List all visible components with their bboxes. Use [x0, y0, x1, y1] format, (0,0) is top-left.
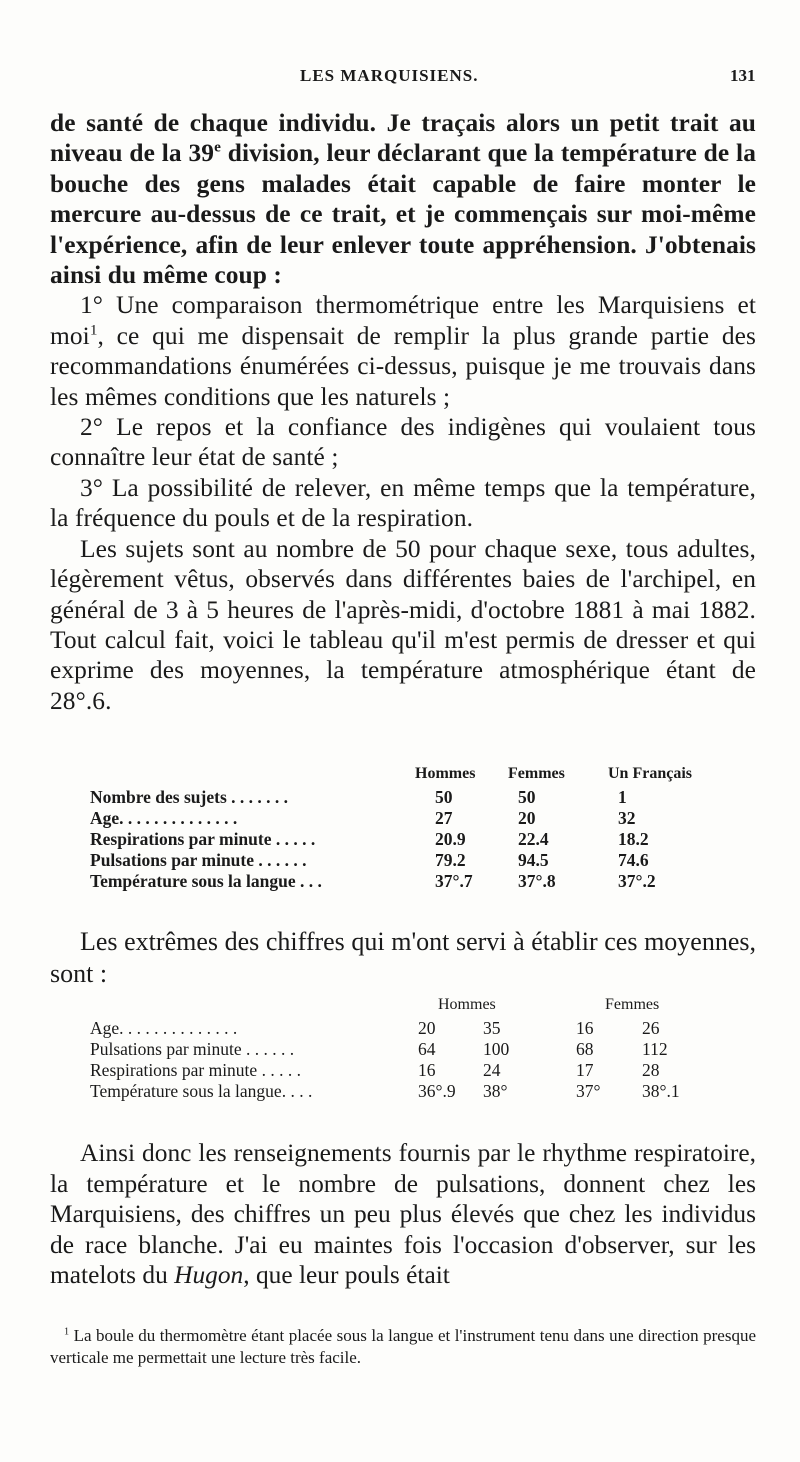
table-cell: 50 — [435, 787, 453, 807]
table-row — [90, 829, 730, 850]
table-cell: 26 — [642, 1018, 660, 1038]
table-row — [90, 871, 730, 892]
paragraph-text: de santé de chaque individu. Je traçais alors un petit trait au niveau de la 39 — [50, 109, 756, 168]
table-cell: 37°.8 — [518, 871, 556, 891]
table-row — [90, 808, 730, 829]
table-row — [90, 787, 730, 808]
paragraph-conclusion — [50, 1138, 756, 1291]
table-cell: 32 — [618, 808, 636, 828]
paragraph-subjects: Les sujets sont au nombre de 50 pour chaque sexe, tous adultes, légèrement vêtus, observés dans différentes baies de l'archipel, en général de 3 à 5 heures de l'après-midi, d'octobre 1881 à mai 1882. Tout calcul fait, voici le tableau qu'il m'est permis de dresser et qui exprime des moyennes, la température atmosphérique étant de 28°.6. — [50, 534, 756, 715]
table-cell: 20 — [518, 808, 536, 828]
averages-table — [90, 765, 730, 892]
table-cell: 1 — [618, 787, 627, 807]
footnote-mark: 1 — [64, 1326, 70, 1338]
table-row — [90, 1039, 730, 1060]
table-cell: 17 — [576, 1060, 594, 1080]
table-cell: 16 — [576, 1018, 594, 1038]
table-cell: 74.6 — [618, 850, 649, 870]
table-cell: 112 — [642, 1039, 668, 1059]
table-cell: 28 — [642, 1060, 660, 1080]
paragraph-extremes: Les extrêmes des chiffres qui m'ont servi à établir ces moyennes, sont : — [50, 927, 756, 988]
list-item-text: , ce qui me dispensait de remplir la plus grande partie des recommandations énumérées ci-dessus, puisque je me trouvais dans les mêmes conditions que les naturels ; — [50, 321, 756, 411]
table-cell: 79.2 — [435, 850, 466, 870]
table-cell: 18.2 — [618, 829, 649, 849]
table-header-row — [90, 996, 730, 1018]
footnote — [50, 1325, 756, 1369]
ship-name: Hugon — [174, 1261, 244, 1289]
row-label: Température sous la langue. . . . — [90, 1081, 313, 1101]
row-label: Age. . . . . . . . . . . . . . — [90, 1018, 238, 1038]
table-cell: 35 — [483, 1018, 501, 1038]
footnote-text: La boule du thermomètre étant placée sous la langue et l'instrument tenu dans une direction presque verticale me permettait une lecture très facile. — [50, 1326, 756, 1367]
list-item-3: 3° La possibilité de relever, en même temps que la température, la fréquence du pouls et de la respiration. — [50, 473, 756, 533]
table-cell: 38°.1 — [642, 1081, 680, 1101]
table-cell: 94.5 — [518, 850, 549, 870]
page-number: 131 — [730, 66, 756, 85]
table-cell: 20.9 — [435, 829, 466, 849]
table-cell: 37° — [576, 1081, 601, 1101]
row-label: Pulsations par minute . . . . . . — [90, 850, 307, 870]
page-header — [0, 66, 800, 94]
table-header-row — [90, 765, 730, 787]
list-item-text: 1° Une comparaison thermométrique entre les Marquisiens et moi — [50, 291, 756, 350]
row-label: Respirations par minute . . . . . — [90, 1060, 301, 1080]
row-label: Pulsations par minute . . . . . . — [90, 1039, 295, 1059]
extremes-table — [90, 996, 730, 1102]
row-label: Nombre des sujets . . . . . . . — [90, 787, 289, 807]
footnote-ref[interactable]: 1 — [89, 321, 98, 339]
table-cell: 100 — [483, 1039, 510, 1059]
paragraph-text: Ainsi donc les renseignements fournis par le rhythme respiratoire, la température et le nombre de pulsations, donnent chez les Marquisiens, des chiffres un peu plus élevés que chez les individus de race blanche. J'ai eu maintes fois l'occasion d'observer, sur les matelots du — [50, 1139, 756, 1289]
table-cell: 22.4 — [518, 829, 549, 849]
paragraph-text: , que leur pouls était — [243, 1261, 450, 1289]
table-cell: 50 — [518, 787, 536, 807]
table-cell: 38° — [483, 1081, 508, 1101]
paragraph-continuation — [50, 108, 756, 290]
table-row — [90, 850, 730, 871]
table-cell: 37°.2 — [618, 871, 656, 891]
list-item-1 — [50, 290, 756, 412]
table-cell: 16 — [418, 1060, 436, 1080]
column-header: Hommes — [415, 765, 476, 782]
paragraph-text: division, leur déclarant que la température de la bouche des gens malades était capable de faire monter le mercure au-dessus de ce trait, et je commençais sur moi-même l'expérience, afin de leur enlever toute appréhension. J'obtenais ainsi du même coup : — [50, 139, 756, 290]
row-label: Age. . . . . . . . . . . . . . — [90, 808, 238, 828]
table-row — [90, 1018, 730, 1039]
row-label: Température sous la langue . . . — [90, 871, 322, 891]
table-cell: 27 — [435, 808, 453, 828]
table-cell: 20 — [418, 1018, 436, 1038]
table-cell: 37°.7 — [435, 871, 473, 891]
table-row — [90, 1081, 730, 1102]
table-row — [90, 1060, 730, 1081]
running-title: LES MARQUISIENS. — [300, 66, 479, 85]
table-cell: 68 — [576, 1039, 594, 1059]
intro-text — [50, 108, 756, 716]
table-cell: 64 — [418, 1039, 436, 1059]
row-label: Respirations par minute . . . . . — [90, 829, 316, 849]
column-header: Femmes — [605, 996, 660, 1013]
superscript: e — [214, 138, 221, 156]
table-cell: 24 — [483, 1060, 501, 1080]
column-header: Femmes — [508, 765, 565, 782]
column-header: Hommes — [438, 996, 496, 1013]
list-item-2: 2° Le repos et la confiance des indigènes qui voulaient tous connaître leur état de santé ; — [50, 413, 756, 472]
table-cell: 36°.9 — [418, 1081, 456, 1101]
column-header: Un Français — [608, 765, 692, 782]
